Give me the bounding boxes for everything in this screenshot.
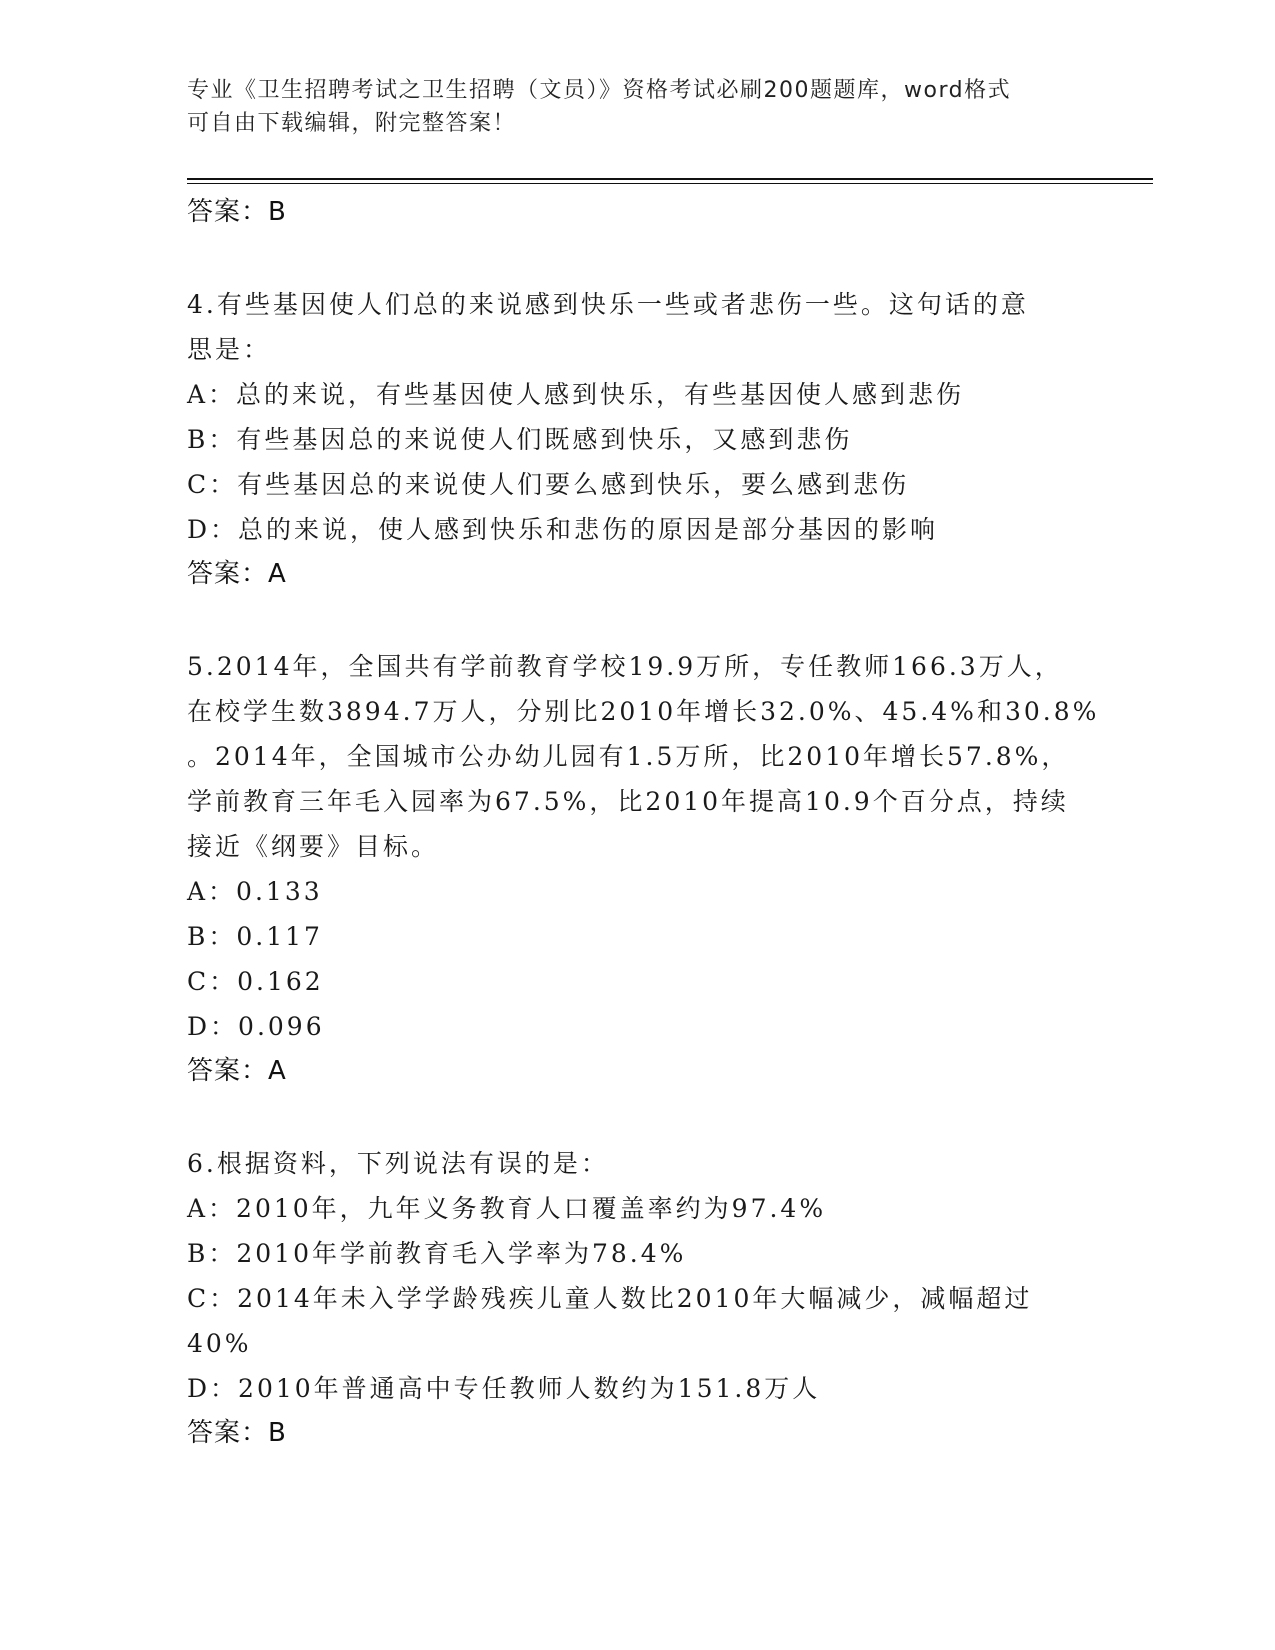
question-5-stem-line: 接近《纲要》目标。 — [187, 832, 440, 861]
question-5-stem-line: 学前教育三年毛入园率为67.5%，比2010年提高10.9个百分点，持续 — [187, 787, 1069, 816]
question-6-option-d: D：2010年普通高中专任教师人数约为151.8万人 — [187, 1374, 821, 1403]
question-5-option-a: A：0.133 — [187, 877, 323, 906]
question-6-stem-line: 6.根据资料，下列说法有误的是： — [187, 1149, 609, 1178]
document-header — [187, 74, 1087, 140]
question-6-option-b: B：2010年学前教育毛入学率为78.4% — [187, 1239, 687, 1268]
question-5 — [187, 644, 1100, 1094]
question-5-option-c: C：0.162 — [187, 967, 324, 996]
document-body — [187, 190, 1100, 1456]
header-divider-thin — [187, 183, 1153, 184]
question-4-option-d: D：总的来说，使人感到快乐和悲伤的原因是部分基因的影响 — [187, 515, 939, 544]
question-6 — [187, 1141, 1087, 1456]
question-5-stem-line: 5.2014年，全国共有学前教育学校19.9万所，专任教师166.3万人， — [187, 652, 1063, 681]
question-4 — [187, 282, 1087, 597]
question-5-stem-line: 。2014年，全国城市公办幼儿园有1.5万所，比2010年增长57.8%， — [187, 742, 1070, 771]
question-4-option-c: C：有些基因总的来说使人们要么感到快乐，要么感到悲伤 — [187, 470, 910, 499]
question-4-answer: 答案：A — [187, 559, 287, 589]
spacer — [187, 235, 1087, 282]
question-3-answer: 答案：B — [187, 197, 287, 227]
question-4-option-b: B：有些基因总的来说使人们既感到快乐，又感到悲伤 — [187, 425, 853, 454]
spacer — [187, 1094, 1087, 1141]
question-6-option-a: A：2010年，九年义务教育人口覆盖率约为97.4% — [187, 1194, 827, 1223]
header-divider-thick — [187, 178, 1153, 180]
question-5-option-b: B：0.117 — [187, 922, 323, 951]
header-title-line-2: 可自由下载编辑，附完整答案！ — [187, 111, 517, 136]
question-6-option-c: C：2014年未入学学龄残疾儿童人数比2010年大幅减少，减幅超过 — [187, 1284, 1033, 1313]
question-4-stem-line: 思是： — [187, 335, 272, 364]
spacer — [187, 597, 1087, 644]
question-5-answer: 答案：A — [187, 1056, 287, 1086]
question-5-stem-line: 在校学生数3894.7万人，分别比2010年增长32.0%、45.4%和30.8% — [187, 697, 1100, 726]
question-4-option-a: A：总的来说，有些基因使人感到快乐，有些基因使人感到悲伤 — [187, 380, 965, 409]
question-5-option-d: D：0.096 — [187, 1012, 325, 1041]
question-6-option-c-continued: 40% — [187, 1329, 252, 1358]
question-6-answer: 答案：B — [187, 1418, 287, 1448]
question-4-stem-line: 4.有些基因使人们总的来说感到快乐一些或者悲伤一些。这句话的意 — [187, 290, 1029, 319]
header-title-line-1: 专业《卫生招聘考试之卫生招聘（文员）》资格考试必刷200题题库，word格式 — [187, 78, 1012, 103]
